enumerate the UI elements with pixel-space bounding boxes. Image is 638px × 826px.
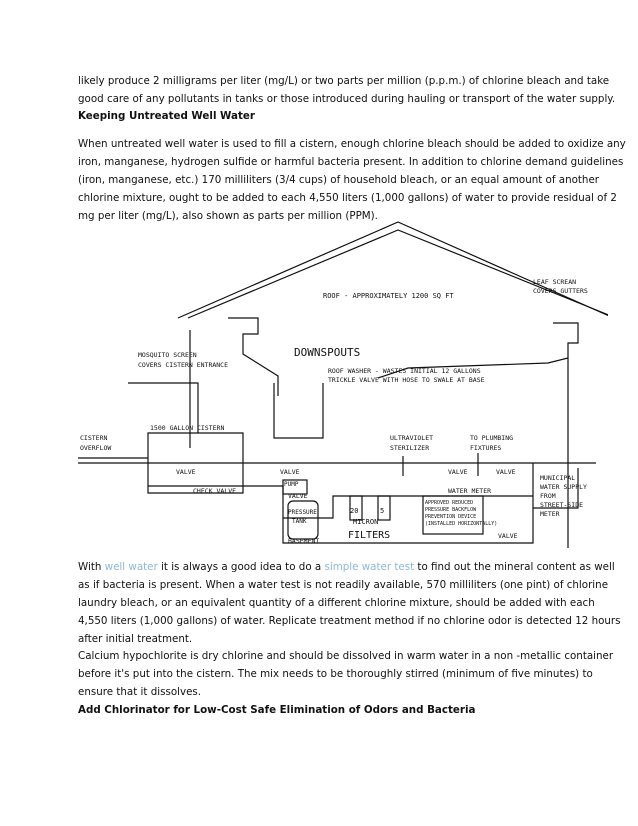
label-roof-washer-2: TRICKLE VALVE WITH HOSE TO SWALE AT BASE (328, 376, 485, 384)
heading-keeping-untreated-well-water: Keeping Untreated Well Water (78, 110, 255, 122)
paragraph-intro (78, 72, 616, 108)
text-line (78, 558, 615, 576)
label-mosquito-1: MOSQUITO SCREEN (138, 351, 197, 359)
label-backflow-2: PRESSURE BACKFLOW (425, 507, 477, 513)
downspout-pipe (274, 383, 323, 438)
label-municipal-5: METER (540, 510, 560, 518)
text-line: chlorine mixture, ought to be added to each 4,550 liters (1,000 gallons) of water to provide residual of 2 (78, 192, 617, 204)
label-pump: PUMP (284, 481, 299, 488)
label-water-meter: WATER METER (448, 487, 492, 495)
label-uv-2: STERILIZER (390, 444, 430, 452)
label-municipal-1: MUNICIPAL (540, 474, 576, 482)
text-line: ensure that it dissolves. (78, 686, 202, 698)
label-valve: VALVE (498, 532, 518, 540)
text-line: Calcium hypochlorite is dry chlorine and should be dissolved in warm water in a non -metallic container (78, 650, 614, 662)
label-downspouts: DOWNSPOUTS (294, 346, 361, 359)
label-backflow-3: PREVENTION DEVICE (425, 514, 477, 520)
label-check-valve: CHECK VALVE (193, 487, 237, 495)
label-roof: ROOF - APPROXIMATELY 1200 SQ FT (323, 292, 454, 300)
label-valve: VALVE (288, 492, 308, 500)
label-valve: VALVE (280, 468, 300, 476)
label-leaf-screen-1: LEAF SCREAN (533, 278, 577, 286)
label-municipal-3: FROM (540, 492, 556, 500)
label-plumbing-2: FIXTURES (470, 444, 502, 452)
text-line: after initial treatment. (78, 633, 193, 645)
text-line: When untreated well water is used to fill a cistern, enough chlorine bleach should be added to oxidize any (78, 138, 626, 150)
link-well-water[interactable]: well water (104, 561, 158, 573)
label-overflow-1: CISTERN (80, 434, 108, 442)
text-fragment: With (78, 561, 105, 573)
label-uv-1: ULTRAVIOLET (390, 434, 434, 442)
text-line: mg per liter (mg/L), also shown as parts per million (PPM). (78, 210, 378, 222)
label-pressure-2: TANK (292, 518, 307, 525)
label-municipal-2: WATER SUPPLY (540, 483, 587, 491)
label-valve: VALVE (496, 468, 516, 476)
text-line: laundry bleach, or an equivalent quantity of a different chlorine mixture, should be added with each (78, 597, 595, 609)
text-line: 4,550 liters (1,000 gallons) of water. Replicate treatment method if no chlorine odor is detected 12 hours (78, 615, 621, 627)
label-roof-washer-1: ROOF WASHER - WASTES INITIAL 12 GALLONS (328, 367, 481, 375)
label-basement: BASEMENT (288, 537, 320, 545)
text-line: iron, manganese, hydrogen sulfide or harmful bacteria present. In addition to chlorine demand guidelines (78, 156, 624, 168)
text-line: before it's put into the cistern. The mix needs to be thoroughly stirred (minimum of five minutes) to (78, 668, 593, 680)
label-leaf-screen-2: COVERS GUTTERS (533, 287, 588, 295)
text-line: (iron, manganese, etc.) 170 milliliters (3/4 cups) of household bleach, or an equal amount of another (78, 174, 600, 186)
paragraph-calcium-hypochlorite (78, 647, 614, 701)
gutter-left (228, 318, 278, 396)
label-valve: VALVE (176, 468, 196, 476)
label-filter-5: 5 (380, 507, 385, 515)
label-pressure-1: PRESSURE (288, 509, 317, 516)
label-filters: FILTERS (348, 530, 391, 541)
text-fragment: it is always a good idea to do a (157, 561, 325, 573)
label-plumbing-1: TO PLUMBING (470, 434, 514, 442)
paragraph-water-test (78, 558, 621, 648)
label-cistern: 1500 GALLON CISTERN (150, 424, 225, 432)
label-mosquito-2: COVERS CISTERN ENTRANCE (138, 361, 229, 369)
cistern-system-diagram (78, 218, 608, 548)
text-line: as if bacteria is present. When a water test is not readily available, 570 milliliters (one pint) of chlorine (78, 579, 609, 591)
text-fragment: to find out the mineral content as well (414, 561, 615, 573)
label-backflow-4: (INSTALLED HORIZONTALLY) (425, 521, 498, 527)
roof-outline (178, 222, 608, 328)
label-micron: MICRON (353, 518, 379, 526)
label-backflow-1: APPROVED REDUCED (425, 500, 474, 506)
roof-inner (188, 230, 608, 322)
paragraph-untreated-well-water (78, 135, 626, 225)
text-line: good care of any pollutants in tanks or those introduced during hauling or transport of the water supply. (78, 93, 616, 105)
label-overflow-2: OVERFLOW (80, 444, 112, 452)
label-valve: VALVE (448, 468, 468, 476)
label-municipal-4: STREET-SIDE (540, 501, 584, 509)
link-simple-water-test[interactable]: simple water test (324, 561, 415, 573)
text-line: likely produce 2 milligrams per liter (mg/L) or two parts per million (p.p.m.) of chlorine bleach and take (78, 75, 610, 87)
heading-add-chlorinator: Add Chlorinator for Low-Cost Safe Elimination of Odors and Bacteria (78, 704, 476, 716)
label-filter-20: 20 (350, 507, 359, 515)
